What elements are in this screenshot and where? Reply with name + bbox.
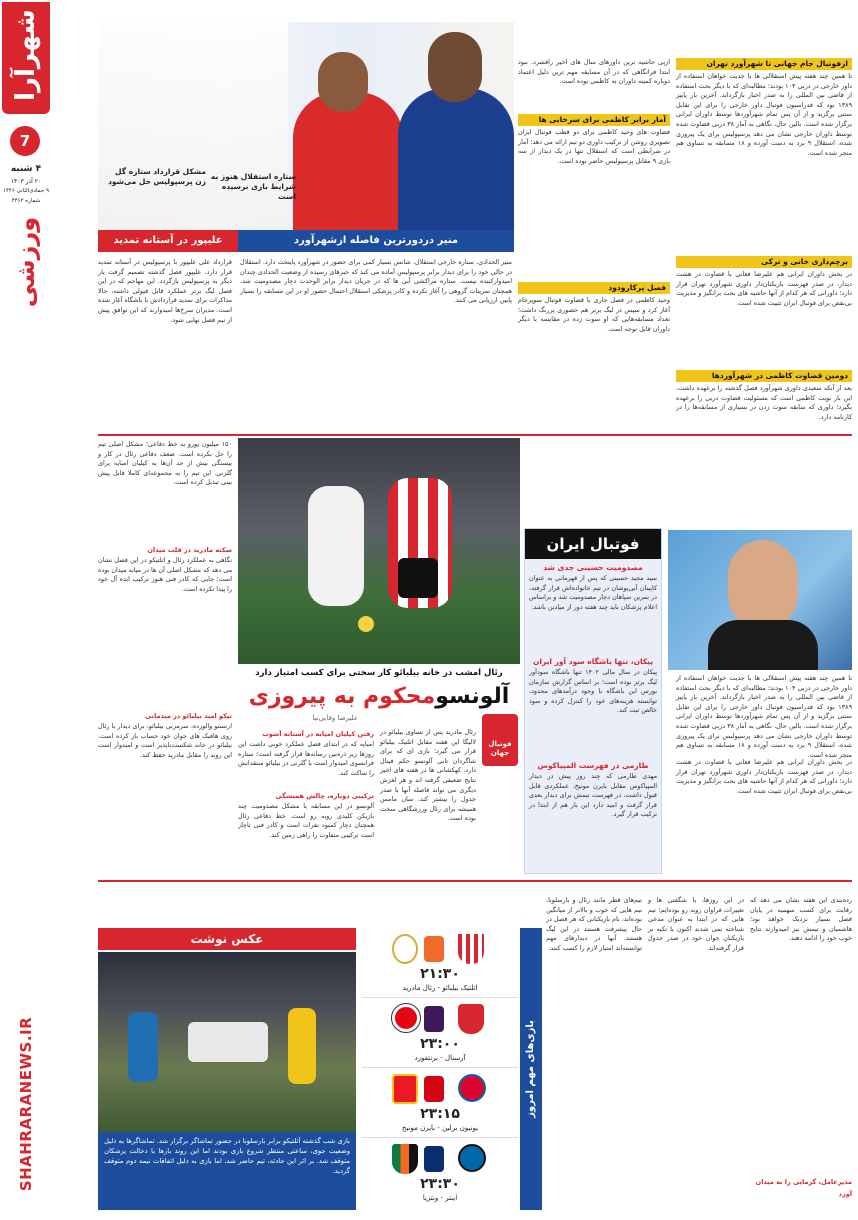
iran-item-body: مهدی طارمی که چند روز پیش در دیدار المپیاکوس مقابل بایرن مونیخ، عملکردی قابل قبول داشت، در فهرست تیمش برای دیدار بعدی قرار گرفت و امید دارد این بار هم از ابتدا در ترکیب قرار گیرد. bbox=[529, 772, 657, 819]
right-item-body: در بخش داوران ایرانی هم علیرضا فغانی با قضاوت در هشت دیدار، در صدر فهرست بازیکنان‌دار داوری شهرآورد تهران قرار دارد؛ داورانی که هر کدام از آنها حاشیه های بحث برانگیز و مدیریت بی‌نقص برای فوتبال ایران تثبیت شده است. bbox=[676, 270, 852, 307]
col2-item-title: آمار برابر کاظمی برای سرخابی ها bbox=[518, 114, 670, 126]
iran-item-title: پیکان، تنها باشگاه سود آور ایران bbox=[532, 657, 654, 666]
divider bbox=[98, 880, 852, 882]
real-kicker: رئال امشب در خانه بیلبائو کار سختی برای کسب امتیاز دارد bbox=[255, 668, 503, 678]
match-label: آرسنال - برنتفورد bbox=[414, 1054, 466, 1062]
logo-sub: ورزشی bbox=[12, 216, 40, 308]
real-sub-title: ترکیبی دوباره، چالش همیشگی bbox=[275, 792, 374, 800]
match-time: ۲۳:۰۰ bbox=[420, 1036, 460, 1052]
match-row bbox=[362, 1138, 518, 1208]
match-label: اینتر - ونتزیا bbox=[422, 1194, 458, 1202]
col2-item-2 bbox=[518, 282, 670, 426]
photo-news-header: عکس نوشت bbox=[98, 928, 356, 950]
real-sub-1 bbox=[238, 790, 374, 852]
iran-item-title: مصدومیت حسینی جدی شد bbox=[543, 563, 643, 572]
divider bbox=[98, 434, 852, 436]
right-item-1 bbox=[676, 58, 852, 262]
real-author: علیرضا وفایی‌نیا bbox=[312, 714, 358, 722]
matches-box bbox=[362, 928, 518, 1210]
bottom-col-3 bbox=[750, 896, 852, 1200]
mid-item-body: ارنستو والورده، سرمربی بیلبائو، برای دیدار با رئال روی هافبک های جوان خود حساب باز کرده است. بیلبائو در خانه شکست‌ناپذیر است و امیدوار است این روند را مقابل مادرید حفظ کند. bbox=[98, 722, 232, 759]
matches-title-bar: بازی‌های مهم امروز bbox=[520, 928, 542, 1210]
mid-item-body: نگاهی به عملکرد رئال و اتلتیکو در این فصل نشان می دهد که مشکل اصلی آن ها در میانه میدان بوده است؛ جایی که کادر فنی هنوز ترکیب ایده آل خود را پیدا نکرده است. bbox=[98, 556, 232, 593]
website-url: SHAHRARANEWS.IR bbox=[17, 1016, 35, 1192]
mid-item-title: تیکو امید بیلبائو در میدمانی bbox=[144, 712, 232, 720]
lead-photo bbox=[98, 22, 514, 230]
right-item-body: بعد از آنکه سعیدی داوری شهرآورد فصل گذشته را برعهده داشت، این بار نوبت کاظمی است که مسئولیت قضاوت دربی را برعهده بگیرد؛ داوری که سابقه سوت زدن در بسیاری از مسابقه‌ها را در کارنامه دارد. bbox=[676, 384, 852, 421]
esteghlal-player bbox=[398, 88, 514, 230]
real-sub-body: امباپه که در ابتدای فصل عملکرد خوبی داشت این روزها زیر ذره‌بین رسانه‌ها قرار گرفته است؛ ستاره فرانسوی امیدوار است با گلزنی در بیلبائو منتقدانش را ساکت کند. bbox=[238, 740, 374, 777]
right-item-title: ازفوتبال جام جهانی تا شهرآورد تهران bbox=[676, 58, 852, 70]
real-sub-body: آلونسو در این مسابقه با مشکل مصدومیت چند بازیکن کلیدی روبه رو است. خط دفاعی رئال همچنان دچار کمبود نفرات است و کادر فنی ناچار است ترکیبی متفاوت را راهی زمین کند. bbox=[238, 802, 374, 839]
brentford-crest bbox=[392, 1004, 420, 1032]
mid-item-title: سکته مادرید در قلب میدان bbox=[147, 546, 232, 554]
real-body: رئال مادرید پس از تساوی بیلبائو در لالیگا این هفته مقابل اتلتیک بیلبائو قرار می گیرد؛ بازی ای که برای شاگردان تابی آلونسو حکم فینال دارد. کهکشانی ها در هفته های اخیر نتایج ضعیفی گرفته اند و هر لغزش دیگری می تواند فاصله آنها با صدر جدول را بیشتر کند. سان مامس همیشه برای رئال ورزشگاهی سخت بوده است. bbox=[380, 728, 476, 823]
match-label: یونیون برلین - بایرن مونیخ bbox=[401, 1124, 479, 1132]
masthead bbox=[0, 0, 52, 1220]
inter-crest bbox=[458, 1144, 486, 1172]
headline-alipour: علیپور در آستانه تمدید bbox=[98, 230, 238, 252]
right-item-title: برچم‌داری خانی و ترکی bbox=[676, 256, 852, 268]
real-sub-title: رفتن کیلیان امپابه در آستانه آشوب bbox=[262, 730, 374, 738]
match-time: ۲۳:۳۰ bbox=[420, 1176, 460, 1192]
col2-item-title: فصل پرکارودود bbox=[518, 282, 670, 294]
col2-item-body: قضاوت های وحید کاظمی برای دو قطب فوتبال ایران تصویری روشن از ترکیب داوری دو تیم ارائه می دهد؛ آمار در شرایطی است که استقلال تنها در یک دیدار از سه بازی ۹ مقابل پرسپولیس حاضر بوده است. bbox=[518, 128, 670, 165]
right-item-title: دومین قضاوت کاظمی در شهرآوردها bbox=[676, 370, 852, 382]
bottom-col-1: تیم‌های قطر مانند رئال و بارسلونا، تیم هایی که خوب و بالاتر از میانگین بوده‌اند، نام بازیکنانی که هر فصل در حال پیشرفت هستند در این لیگ هستند. آنها در دیدارهای مهم توانسته‌اند امتیاز لازم را کسب کنند. bbox=[546, 896, 642, 952]
right-lower-text-2: در بخش داوران ایرانی هم علیرضا فغانی با قضاوت در هشت دیدار، در صدر فهرست بازیکنان‌دار داوری شهرآورد تهران قرار دارد؛ داورانی که هر کدام از آنها حاشیه های بحث برانگیز و مدیریت بی‌نقص برای فوتبال ایران تثبیت شده است. bbox=[676, 758, 852, 795]
col2-item-1 bbox=[518, 114, 670, 278]
match-row bbox=[362, 998, 518, 1068]
seriea-crest bbox=[424, 1146, 444, 1172]
bundesliga-crest bbox=[424, 1076, 444, 1102]
union-crest bbox=[392, 1074, 418, 1104]
col2-intro: ازپی حاشیه ترین داورهای سال های اخیر رافشرد. نبود ابتدا فرانگاهی که در آن مسابقه مهم ترین دلیل اعتماد دوباره کمیته داوران به کاظمی بوده است. bbox=[518, 58, 670, 86]
iran-football-box bbox=[524, 528, 662, 874]
right-lower-text-1: تا همین چند هفته پیش استقلالی ها با جدیت خواهان استفاده از داور خارجی در دربی ۱۰۴ بودند؛ مطالبه‌ای که با دیگر بحث استفاده از قاضی بین المللی را به صدر اخبار بازگرداند. آخرین بار پاییز ۱۳۸۹ بود که فدراسیون فوتبال داور خارجی را برای این تقابل سنتی برگزید و از آن پس تمام شهرآوردها توسط داوران ایرانی برگزار شده است. بالین حال، نگاهی به آمار ۳۸ دربی قضاوت شده توسط داوران خارجی نشان می دهد پرسپولیس برای یک پیروزی شده، استقلال ۹ برد به دست آورده و ۱۸ مسابقه به تساوی هم منجر شده است. bbox=[676, 674, 853, 759]
caption-left: ستاره استقلال هنوز به شرایط بازی نرسیده است bbox=[210, 172, 296, 201]
real-headline bbox=[238, 682, 520, 712]
issue-number: شماره ۴۴۶۲ bbox=[11, 198, 41, 204]
date-gregorian: ۲۰ آذر ۱۴۰۳ bbox=[10, 178, 42, 185]
date-hijri: ۹ جمادی‌الثانی ۱۴۴۶ bbox=[3, 188, 49, 194]
match-row bbox=[362, 928, 518, 998]
photo-news-image bbox=[98, 952, 356, 1132]
match-time: ۲۳:۱۵ bbox=[420, 1106, 460, 1122]
bottom-col-sub: مدیرعامل، گرمایی را به میدان آورد bbox=[755, 1178, 852, 1198]
mid-item-2 bbox=[98, 544, 232, 706]
iran-item-body: سید مجید حسینی که پس از قهرمانی به عنوان کاپیتان آبی‌پوشان در تیم خانواده‌اش قرار گرفته، در تمرین سپاهان دچار مصدومیت شد و براساس اعلام پزشکان باید چند هفته دور از میادین باشد. bbox=[529, 574, 657, 611]
photo-news-caption: بازی شب گذشته آتلتیکو برابر بارسلونا در حضور تماشاگر برگزار شد. تماشاگرها به دلیل وضعیت جوی، ساعتی منتظر شروع بازی بودند اما این روند بارها با دخالت پزشکان متوقف شد. بر اثر این حادثه، تیم حاضر شد، اما بازی به دلیل اتفاقات نیمه دوم متوقف گردید. bbox=[98, 1132, 356, 1210]
right-item-body: تا همین چند هفته پیش استقلالی ها با جدیت خواهان استفاده از داور خارجی در دربی ۱۰۴ بودند؛ مطالبه‌ای که با دیگر بحث استفاده از قاضی بین المللی را به صدر اخبار بازگرداند. آخرین بار پاییز ۱۳۸۹ بود که فدراسیون فوتبال داور خارجی را برای این تقابل سنتی برگزید و از آن پس تمام شهرآوردها توسط داوران ایرانی برگزار شده است. بالین حال، نگاهی به آمار ۳۸ دربی قضاوت شده توسط داوران خارجی نشان می دهد پرسپولیس برای یک پیروزی شده، استقلال ۹ برد به دست آورده و ۱۸ مسابقه به تساوی هم منجر شده است. bbox=[676, 72, 853, 157]
right-item-2 bbox=[676, 256, 852, 374]
caption-right: مشکل قرارداد ستاره گل زن پرسپولیس حل می‌شود bbox=[108, 167, 206, 186]
mid-item-1 bbox=[98, 440, 232, 540]
real-headline-a: آلونسو bbox=[435, 684, 510, 709]
lead-body-left: قرارداد علی علیپور با پرسپولیس در آستانه تمدید قرار دارد. علیپور فصل گذشته تصمیم گرفت بار دیگر به پرسپولیس بازگردد. این مهاجم که در این فصل لیگ برتر عملکرد قابل قبولی داشته، حالا مذاکرات برای تمدید قراردادش با باشگاه آغاز شده است. مدیران سرخ‌ها امیدوارند که این توافق پیش از نیم فصل نهایی شود. bbox=[98, 258, 232, 324]
arsenal-crest bbox=[458, 1004, 484, 1034]
headline-bar bbox=[98, 230, 514, 252]
real-photo bbox=[238, 438, 520, 664]
real-sub-2 bbox=[238, 728, 374, 790]
real-crest bbox=[392, 934, 418, 964]
bilbao-crest bbox=[458, 934, 484, 964]
mid-item-body: ۱۵۰ میلیون یورو به خط دفاعی؛ مشکل اصلی تیم را حل نکرده است. ضعف دفاعی رئال در کار و بیستگی بیش از حد آن‌ها به کیلیان امباپه برای گلزنی. این تیم را به مجموعه‌ای کاملا قابل پیش بینی تبدیل کرده است. bbox=[98, 440, 232, 487]
col2-item-body: وحید کاظمی در فصل جاری با قضاوت فوتبال سوپرجام آغاز کرد و سپس در لیگ برتر هم حضوری پررنگ داشت؛ تعداد مسابقه‌هایی که او سوت زده در مقایسه با دیگر داوران قابل توجه است. bbox=[518, 296, 670, 333]
headline-monir: منیر دردورترین فاصله ازشهرآورد bbox=[238, 230, 514, 252]
world-football-badge: فوتبال جهان bbox=[482, 714, 518, 766]
page-number: 7 bbox=[10, 126, 40, 156]
masthead-logo: شهرآرا bbox=[2, 2, 50, 114]
real-headline-b: محکوم به پیروزی bbox=[248, 684, 436, 709]
laliga-crest bbox=[424, 936, 444, 962]
ball bbox=[358, 616, 374, 632]
mid-item-3 bbox=[98, 710, 232, 872]
match-label: اتلتیک بیلبائو - رئال مادرید bbox=[402, 984, 478, 992]
bayern-crest bbox=[458, 1074, 486, 1102]
bottom-col-body: رده‌بندی این هفته نشان می دهد که رقابت برای کسب سهمیه در پایان فصل بسیار نزدیک خواهد بود؛ هاشمیان و تیمش نیز امیدوارند نتایج خوب خود را ادامه دهند. bbox=[750, 896, 852, 943]
bottom-col-2: در این روزها، با شگفتی ها و تغییرات فراوان روبه رو بوده‌ایم؛ تیم هایی که در ابتدا به عنوان مدعی شناخته نمی شدند اکنون با تکیه بر بازیکنان جوان خود در صدر جدول قرار گرفته‌اند. bbox=[648, 896, 744, 952]
persepolis-player bbox=[293, 92, 403, 230]
match-row bbox=[362, 1068, 518, 1138]
match-time: ۲۱:۳۰ bbox=[420, 966, 460, 982]
iran-football-title: فوتبال ایران bbox=[525, 529, 661, 559]
lead-body-right: منیر الحدادی، ستاره خارجی استقلال، شانس بسیار کمی برای حضور در شهرآورد پایتخت دارد. استقلال در حالی خود را برای دیدار برابر پرسپولیس آماده می کند که خبرهای رسیده از وضعیت الحدادی چندان امیدوارکننده نیست. ستاره مراکشی آبی ها که در جریان دیدار برابر الوحدت دچار مصدومیت شد، همچنان تمرینات گروهی را آغاز نکرده و کادر پزشکی استقلال احتمال حضور او در این مسابقه را بسیار پایین ارزیابی می کنند. bbox=[240, 258, 512, 305]
coach-photo bbox=[668, 530, 852, 670]
venezia-crest bbox=[392, 1144, 418, 1174]
iran-item-title: طارمی در فهرست المپیاکوس bbox=[537, 761, 649, 770]
premier-crest bbox=[424, 1006, 444, 1032]
iran-item-body: پیکان در سال مالی ۱۴۰۲ تنها باشگاه سودآور لیگ برتر بوده است؛ بر اساس گزارش سازمان بورس این باشگاه با وجود درآمدهای محدود، توانسته هزینه‌های خود را کنترل کرده و سود خالص ثبت کند. bbox=[529, 668, 657, 715]
right-item-3 bbox=[676, 370, 852, 464]
weekday: ۴ شنبه bbox=[10, 164, 42, 174]
